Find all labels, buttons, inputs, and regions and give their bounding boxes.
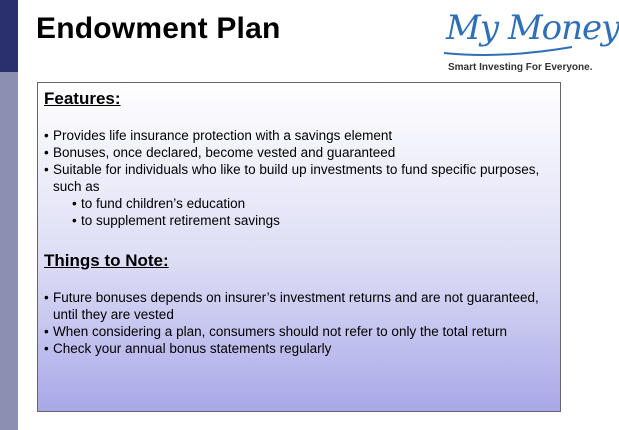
list-item: • Suitable for individuals who like to build up investments to fund specific purposes, such as: [44, 161, 560, 195]
sub-list-item: • to fund children’s education: [44, 195, 560, 212]
features-list: [44, 127, 560, 229]
list-item: • When considering a plan, consumers should not refer to only the total return: [44, 323, 560, 340]
features-heading: Features:: [44, 89, 121, 108]
logo-wordmark: My Money: [446, 8, 619, 48]
content-box: [37, 82, 561, 412]
list-item: • Check your annual bonus statements regularly: [44, 340, 560, 357]
list-item: • Future bonuses depends on insurer’s investment returns and are not guaranteed, until they are vested: [44, 289, 560, 323]
logo-swoosh-icon: [442, 44, 574, 58]
sub-list-item: • to supplement retirement savings: [44, 212, 560, 229]
left-accent-bar: [0, 0, 18, 430]
notes-heading: Things to Note:: [44, 251, 169, 270]
list-item: • Provides life insurance protection with a savings element: [44, 127, 560, 144]
slide-title: Endowment Plan: [36, 12, 281, 45]
logo-tagline: Smart Investing For Everyone.: [448, 62, 593, 73]
list-item: • Bonuses, once declared, become vested and guaranteed: [44, 144, 560, 161]
notes-list: [44, 289, 560, 357]
my-money-logo: [440, 6, 619, 76]
